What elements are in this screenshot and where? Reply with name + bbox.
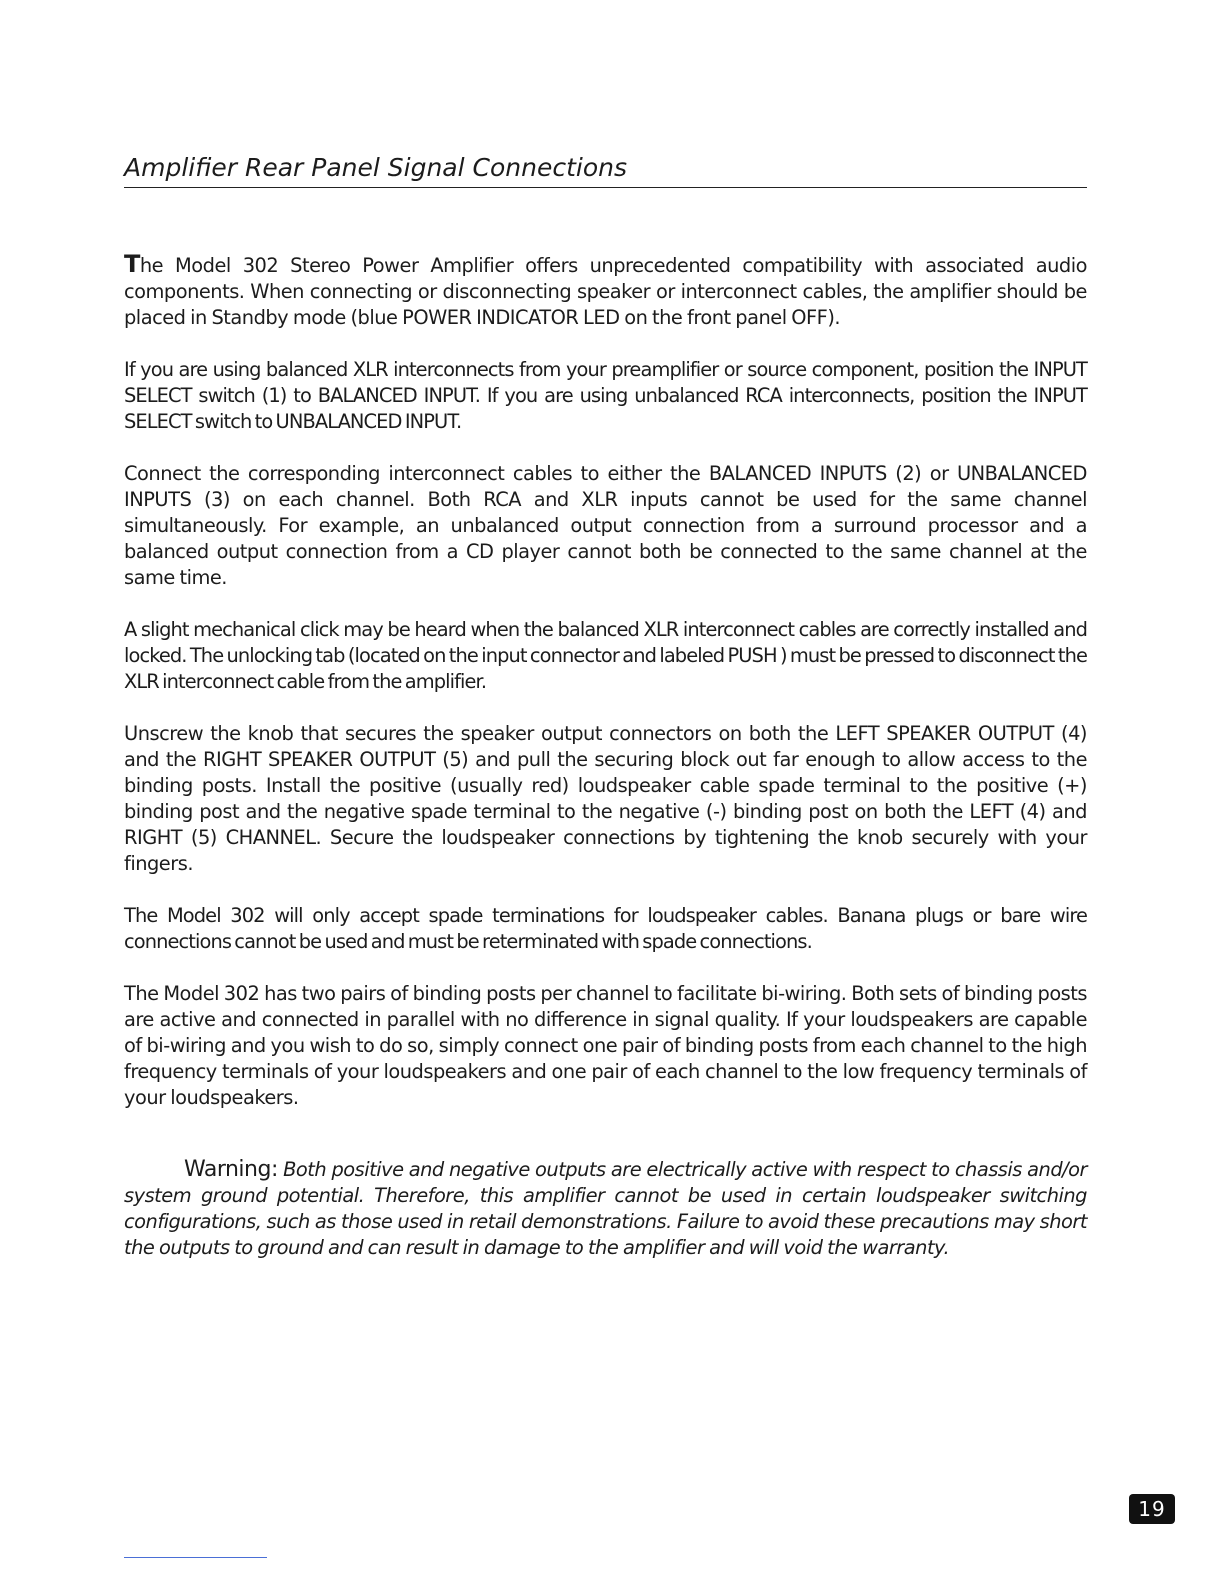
drop-cap: T bbox=[124, 250, 140, 278]
paragraph-intro bbox=[124, 251, 1087, 331]
paragraph-spade-terminations: The Model 302 will only accept spade terminations for loudspeaker cables. Banana plugs or bare wire connections cannot be used and must be reterminated with spade connections. bbox=[124, 904, 1087, 953]
page-title: Amplifier Rear Panel Signal Connections bbox=[124, 153, 628, 182]
paragraph-bi-wiring: The Model 302 has two pairs of binding posts per channel to facilitate bi-wiring. Both sets of binding posts are active and connected in parallel with no difference in signal quality. If your loudspeakers are capable of bi-wiring and you wish to do so, simply connect one pair of binding posts from each channel to the high frequency terminals of your loudspeakers and one pair of each channel to the low frequency terminals of your loudspeakers. bbox=[124, 982, 1087, 1109]
paragraph-xlr-click: A slight mechanical click may be heard when the balanced XLR interconnect cables are correctly installed and locked. The unlocking tab (located on the input connector and labeled PUSH ) must be pressed to disconnect the XLR interconnect cable from the amplifier. bbox=[124, 618, 1087, 693]
paragraph-input-select: If you are using balanced XLR interconnects from your preamplifier or source component, position the INPUT SELECT switch (1) to BALANCED INPUT. If you are using unbalanced RCA interconnects, position the INPUT SELECT switch to UNBALANCED INPUT. bbox=[124, 358, 1087, 433]
paragraph-interconnect-cables: Connect the corresponding interconnect cables to either the BALANCED INPUTS (2) or UNBALANCED INPUTS (3) on each channel. Both RCA and XLR inputs cannot be used for the same channel simultaneously. For example, an unbalanced output connection from a surround processor and a balanced output connection from a CD player cannot both be connected to the same channel at the same time. bbox=[124, 462, 1087, 589]
body-text bbox=[124, 251, 1087, 1137]
warning-label: Warning: bbox=[184, 1157, 278, 1182]
warning-text: Both positive and negative outputs are electrically active with respect to chassis and/or system ground potential. Therefore, this amplifier cannot be used in certain loudspeaker switching configurations, such as those used in retail demonstrations. Failure to avoid these precautions may short the outputs to ground and can result in damage to the amplifier and will void the warranty. bbox=[124, 1158, 1087, 1259]
paragraph-speaker-outputs: Unscrew the knob that secures the speaker output connectors on both the LEFT SPEAKER OUTPUT (4) and the RIGHT SPEAKER OUTPUT (5) and pull the securing block out far enough to allow access to the binding posts. Install the positive (usually red) loudspeaker cable spade terminal to the positive (+) binding post and the negative spade terminal to the negative (-) binding post on both the LEFT (4) and RIGHT (5) CHANNEL. Secure the loudspeaker connections by tightening the knob securely with your fingers. bbox=[124, 722, 1087, 875]
footer-divider bbox=[124, 1557, 267, 1558]
page-number-badge: 19 bbox=[1129, 1494, 1175, 1524]
title-divider bbox=[124, 187, 1087, 188]
paragraph-intro-text: he Model 302 Stereo Power Amplifier offers unprecedented compatibility with associated audio components. When connecting or disconnecting speaker or interconnect cables, the amplifier should be placed in Standby mode (blue POWER INDICATOR LED on the front panel OFF). bbox=[124, 254, 1087, 329]
warning-note bbox=[124, 1157, 1087, 1261]
